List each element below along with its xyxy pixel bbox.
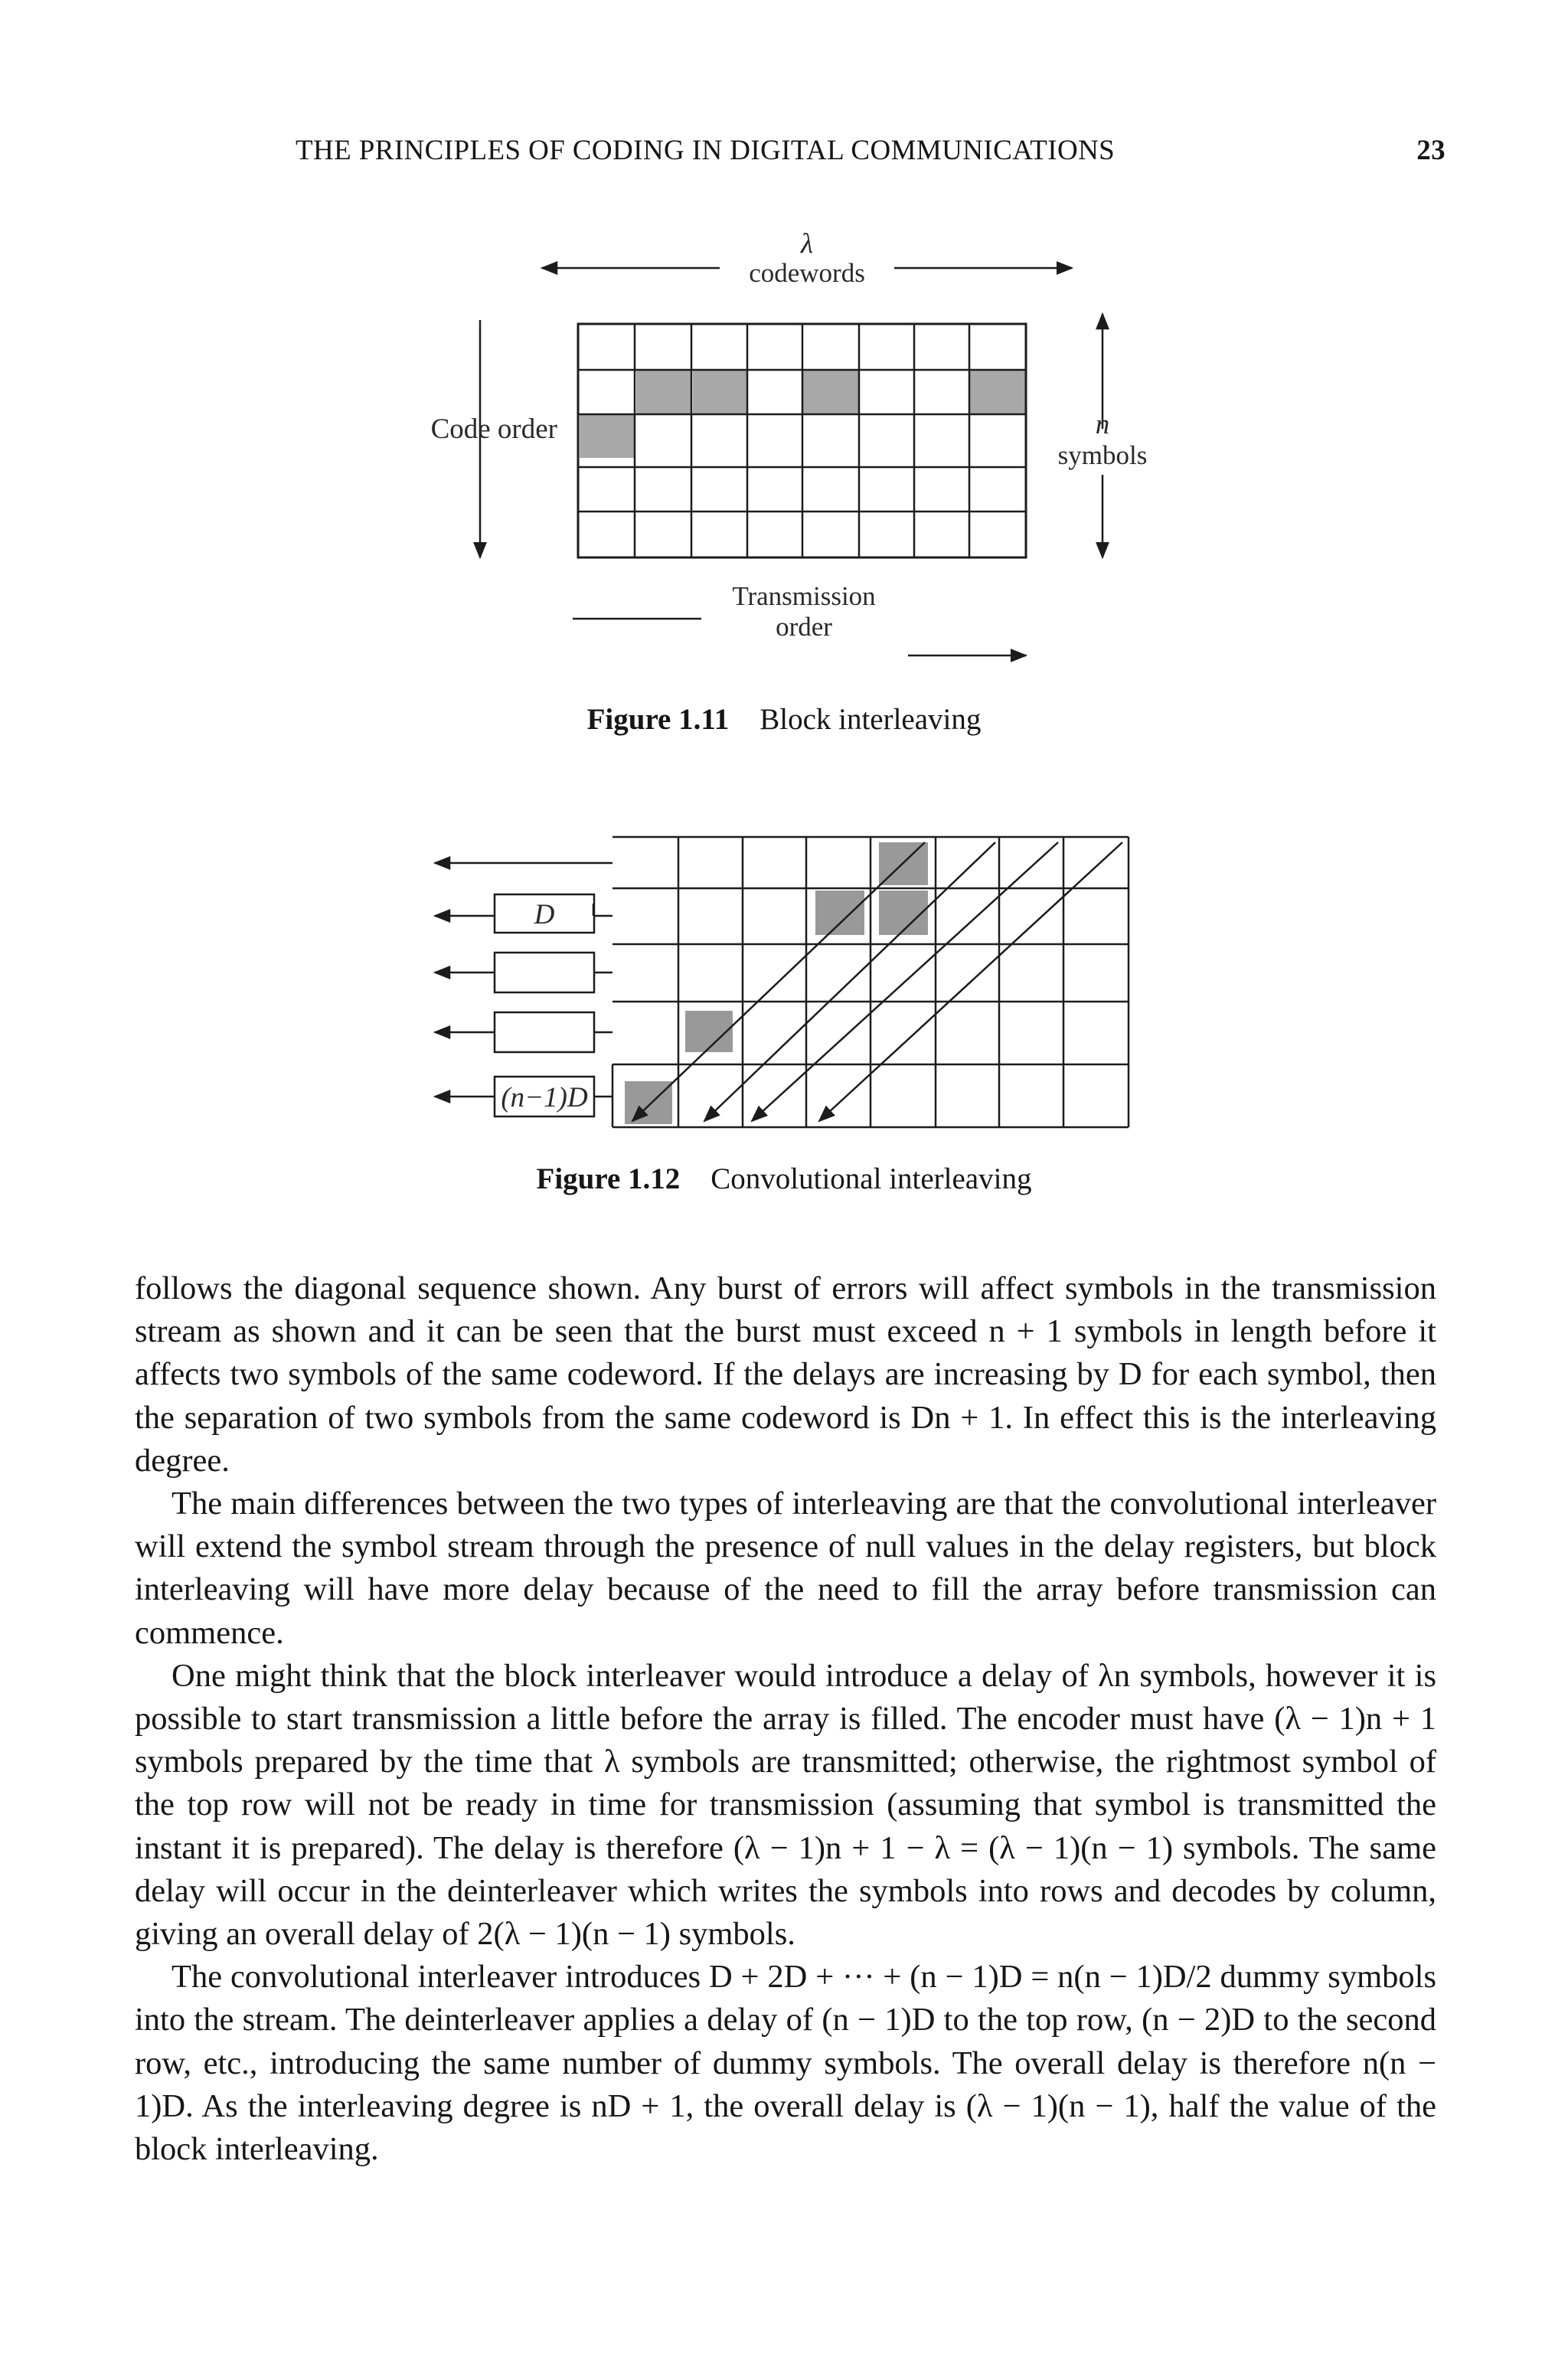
symbols-label: symbols [1057, 440, 1148, 470]
figure-1-12-title: Convolutional interleaving [710, 1162, 1032, 1195]
body-text [135, 1267, 1436, 2171]
paragraph-3: One might think that the block interleaver would introduce a delay of λn symbols, however it is possible to start transmission a little before the array is filled. The encoder must have (λ − 1)n + 1 symbols prepared by the time that λ symbols are transmitted; otherwise, the rightmost symbol of the top row will not be ready in time for transmission (assuming that symbol is transmitted the instant it is prepared). The delay is therefore (λ − 1)n + 1 − λ = (λ − 1)(n − 1) symbols. The same delay will occur in the deinterleaver which writes the symbols into rows and decodes by column, giving an overall delay of 2(λ − 1)(n − 1) symbols. [135, 1657, 1436, 1953]
figure-1-12-caption [0, 1160, 1568, 1198]
delay-label-d: D [534, 899, 555, 930]
running-title: THE PRINCIPLES OF CODING IN DIGITAL COMMUNICATIONS [296, 135, 1116, 166]
paragraph-4: The convolutional interleaver introduces D + 2D + ··· + (n − 1)D = n(n − 1)D/2 dummy symbols into the stream. The deinterleaver applies a delay of (n − 1)D to the top row, (n − 2)D to the second row, etc., introducing the same number of dummy symbols. The overall delay is therefore n(n − 1)D. As the interleaving degree is nD + 1, the overall delay is (λ − 1)(n − 1), half the value of the block interleaving. [135, 1959, 1436, 2168]
paragraph-2: The main differences between the two types of interleaving are that the convolutional interleaver will extend the symbol stream through the presence of null values in the delay registers, but block interleaving will have more delay because of the need to fill the array before transmission can commence. [135, 1486, 1436, 1651]
paragraph-1: follows the diagonal sequence shown. Any burst of errors will affect symbols in the transmission stream as shown and it can be seen that the burst must exceed n + 1 symbols in length before it affects two symbols of the same codeword. If the delays are increasing by D for each symbol, then the separation of two symbols from the same codeword is Dn + 1. In effect this is the interleaving degree. [135, 1270, 1436, 1479]
order-label: order [776, 612, 832, 642]
conv-cell-shaded [625, 1081, 672, 1124]
code-order-label: Code order [430, 414, 557, 445]
figure-1-11-number: Figure 1.11 [586, 703, 730, 736]
delay-register [495, 1012, 594, 1052]
conv-grid [612, 837, 1129, 1127]
delay-lines [435, 863, 612, 1116]
figure-1-11-title: Block interleaving [760, 703, 982, 736]
n-symbol: n [1095, 409, 1110, 440]
conv-cell-shaded [815, 891, 864, 935]
codewords-label: codewords [749, 258, 865, 288]
diagonal-sequence-arrows [632, 842, 1122, 1121]
lambda-symbol: λ [800, 228, 814, 260]
figure-1-12-number: Figure 1.12 [536, 1162, 681, 1195]
delay-register [495, 953, 594, 992]
transmission-label: Transmission [732, 581, 876, 611]
delay-label-n-minus-1-d: (n−1)D [501, 1082, 588, 1113]
page-number: 23 [1416, 135, 1446, 166]
